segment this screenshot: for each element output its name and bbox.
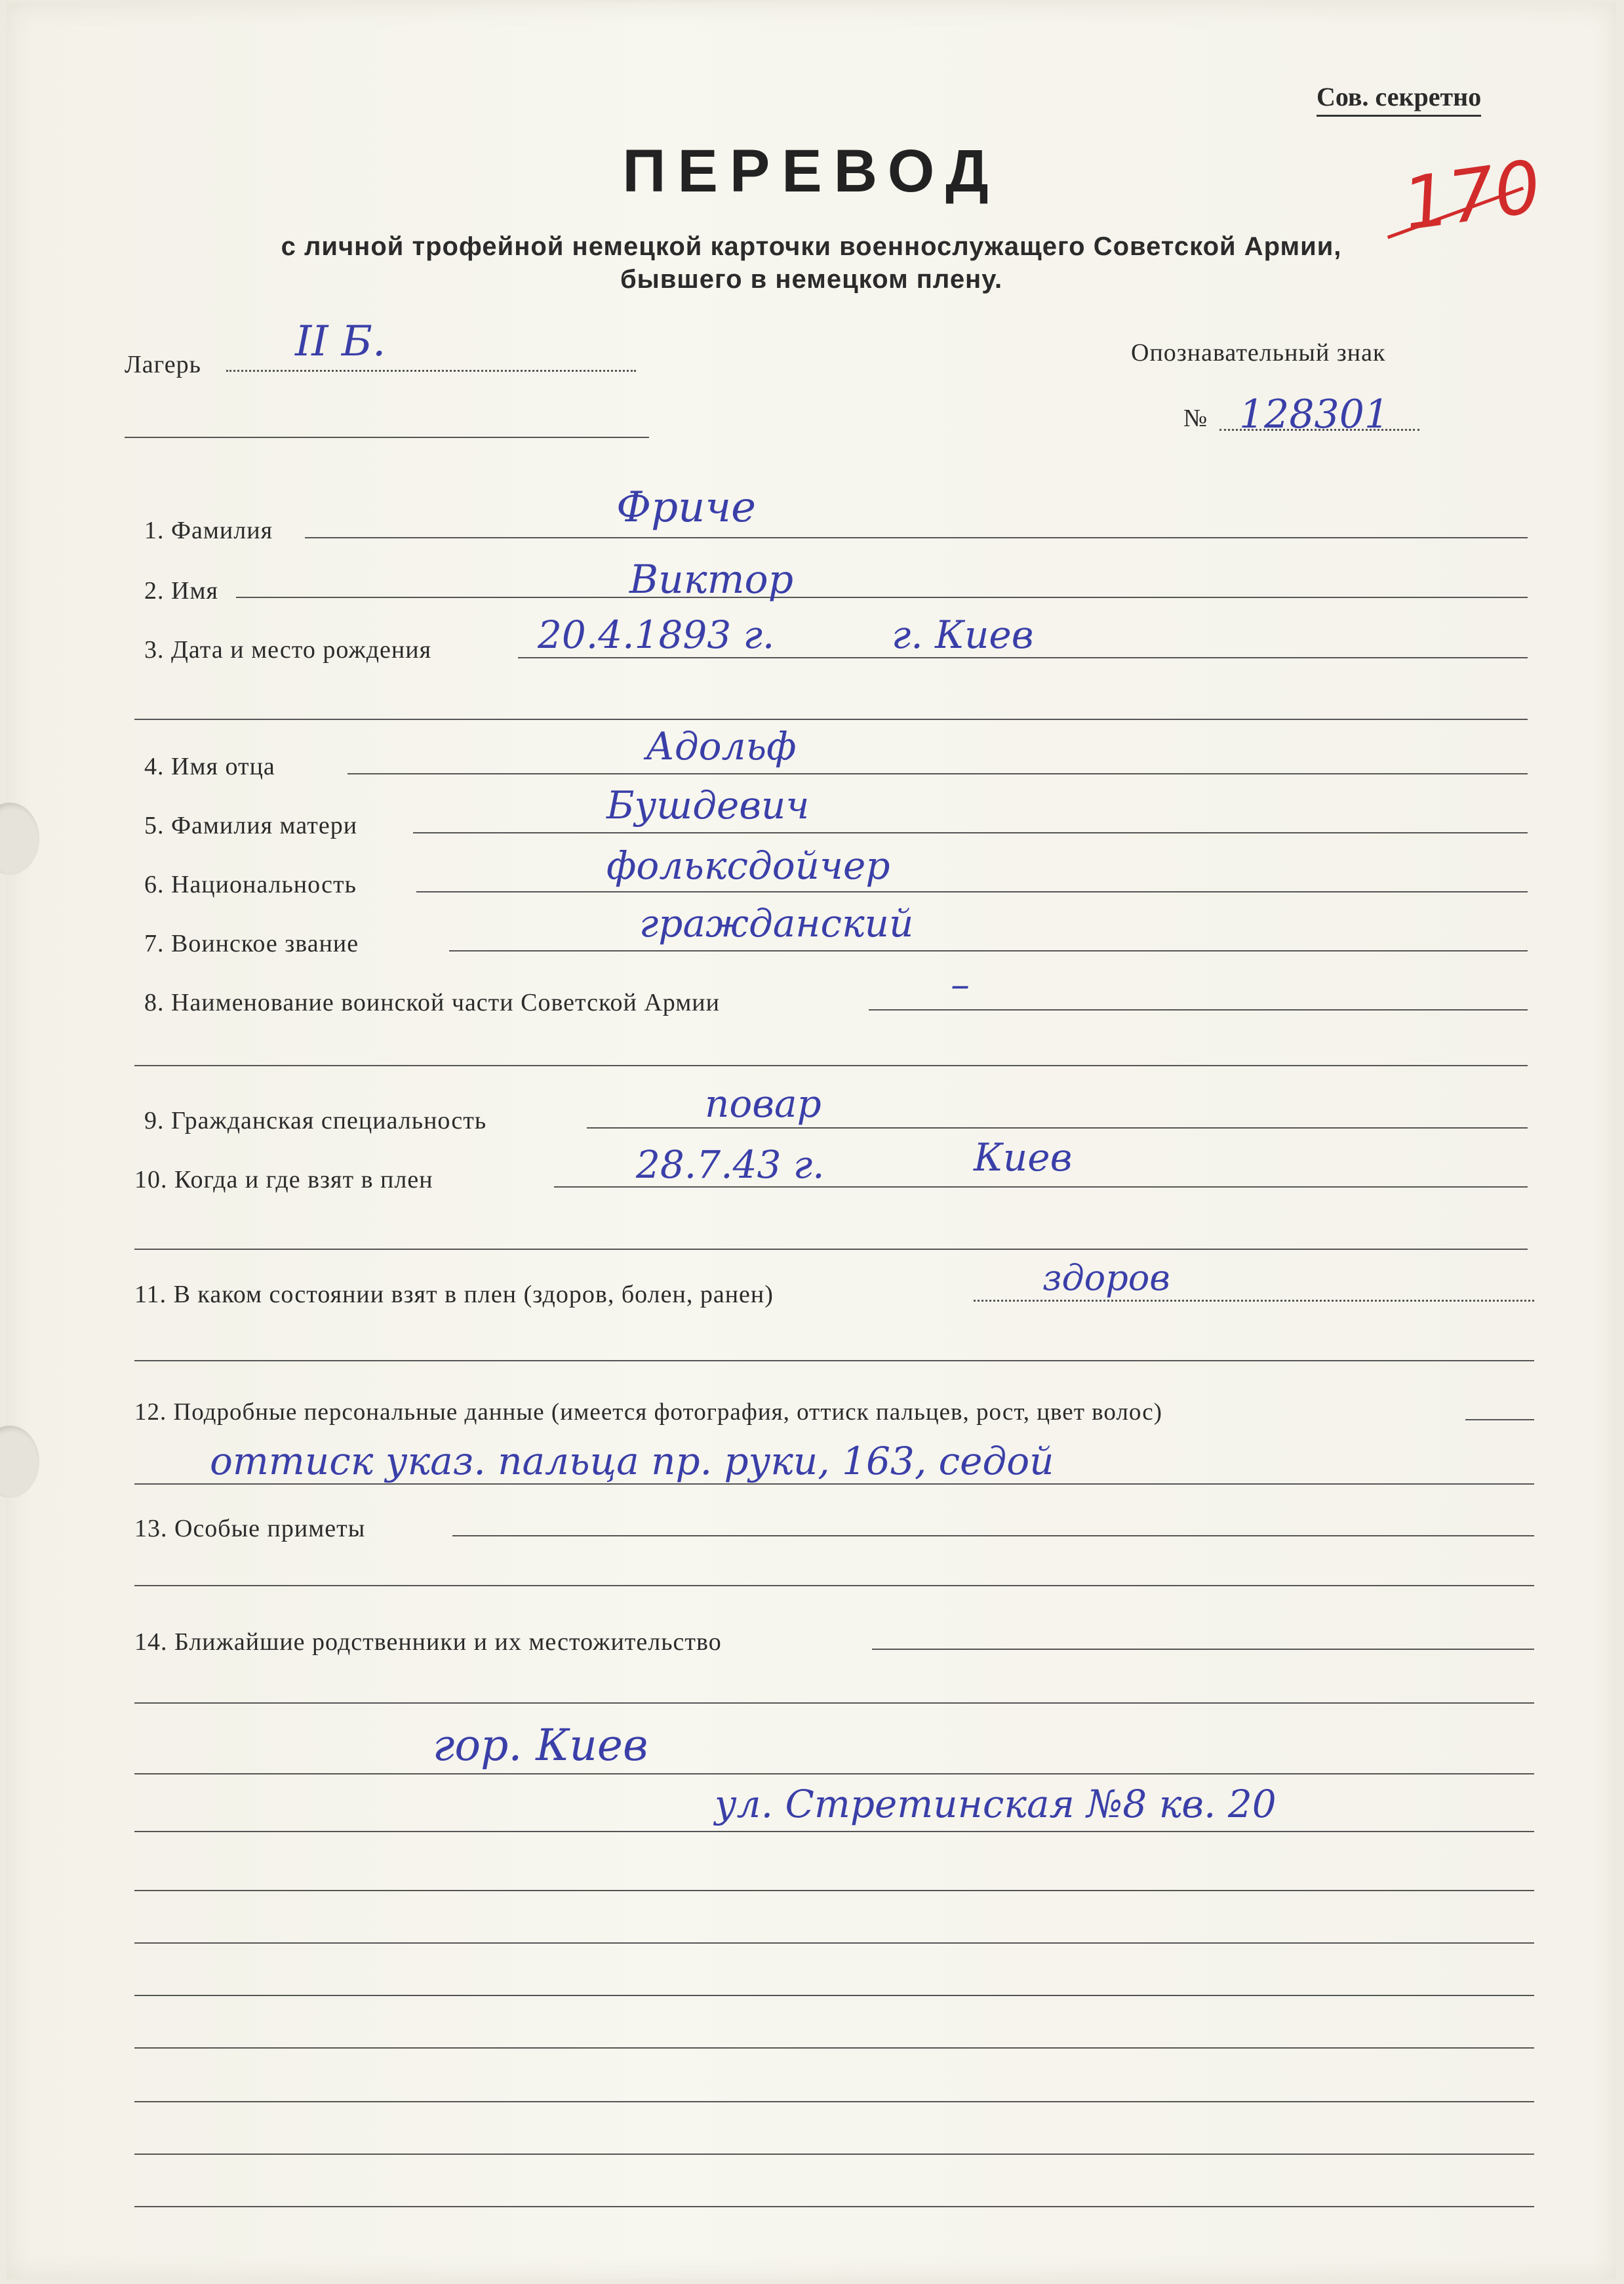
field-4-line <box>347 773 1528 774</box>
field-12-line <box>1465 1419 1534 1420</box>
field-8-value: – <box>951 962 970 1007</box>
field-14-street: ул. Стретинская №8 кв. 20 <box>715 1782 1277 1826</box>
punch-hole-top <box>0 803 39 875</box>
ruled-line-9 <box>134 2154 1534 2155</box>
field-3-date: 20.4.1893 г. <box>538 612 775 657</box>
field-10-label: 10. Когда и где взят в плен <box>134 1166 433 1193</box>
subtitle-line-1: с личной трофейной немецкой карточки военнослужащего Советской Армии, <box>281 232 1342 261</box>
field-11-line <box>974 1300 1534 1302</box>
field-5-line <box>413 832 1528 833</box>
field-12-value: оттиск указ. пальца пр. руки, 163, седой <box>210 1439 1054 1483</box>
ruled-line-7 <box>134 2047 1534 2049</box>
ruled-line-8 <box>134 2101 1534 2102</box>
field-7-line <box>449 950 1528 952</box>
field-1-line <box>305 537 1528 538</box>
ruled-line-6 <box>134 1995 1534 1996</box>
field-5-value: Бушдевич <box>606 783 810 828</box>
field-2-value: Виктор <box>629 557 793 603</box>
field-8-extra-line <box>134 1065 1528 1066</box>
field-3-label: 3. Дата и место рождения <box>144 636 432 664</box>
ruled-line-5 <box>134 1942 1534 1944</box>
field-4-label: 4. Имя отца <box>144 753 275 780</box>
field-1-value: Фриче <box>616 483 756 532</box>
field-2-line <box>236 597 1528 598</box>
field-12-label: 12. Подробные персональные данные (имеется фотография, оттиск пальцев, рост, цвет волос) <box>134 1399 1162 1426</box>
field-13-label: 13. Особые приметы <box>134 1515 366 1542</box>
field-1-label: 1. Фамилия <box>144 517 273 544</box>
archive-number-handwritten: 170 <box>1398 144 1546 247</box>
classification-label: Сов. секретно <box>1317 81 1481 117</box>
ruled-line-4 <box>134 1890 1534 1891</box>
field-9-line <box>587 1127 1528 1129</box>
field-14-line <box>872 1649 1534 1650</box>
ruled-line-3 <box>134 1831 1534 1832</box>
subtitle-line-2: бывшего в немецком плену. <box>620 265 1003 294</box>
field-14-city: гор. Киев <box>433 1720 648 1771</box>
field-10-place: Киев <box>974 1135 1073 1180</box>
field-2-label: 2. Имя <box>144 577 218 605</box>
field-7-value: гражданский <box>639 901 914 946</box>
punch-hole-bottom <box>0 1426 39 1498</box>
camp-line <box>226 370 636 372</box>
document-title: ПЕРЕВОД <box>622 138 1000 205</box>
field-3-place: г. Киев <box>892 612 1034 657</box>
field-10-date: 28.7.43 г. <box>636 1142 825 1187</box>
field-12-extra-line <box>134 1483 1534 1485</box>
field-13-extra-line <box>134 1585 1534 1586</box>
field-11-label: 11. В каком состоянии взят в плен (здоров, болен, ранен) <box>134 1281 774 1308</box>
ruled-line-1 <box>134 1702 1534 1704</box>
field-8-line <box>869 1009 1528 1011</box>
camp-label: Лагерь <box>125 351 201 378</box>
id-mark-label: Опознавательный знак <box>1131 339 1386 367</box>
ruled-line-10 <box>134 2206 1534 2207</box>
field-6-label: 6. Национальность <box>144 871 357 898</box>
ruled-line-2 <box>134 1773 1534 1774</box>
field-8-label: 8. Наименование воинской части Советской Армии <box>144 989 720 1016</box>
field-3-line <box>518 657 1528 658</box>
field-11-value: здоров <box>1042 1257 1170 1298</box>
field-9-value: повар <box>705 1081 822 1126</box>
field-4-value: Адольф <box>646 724 797 769</box>
camp-value: II Б. <box>295 317 386 366</box>
camp-extra-line <box>125 437 649 438</box>
field-6-line <box>416 891 1528 892</box>
field-7-label: 7. Воинское звание <box>144 930 359 957</box>
field-9-label: 9. Гражданская специальность <box>144 1107 487 1134</box>
field-13-line <box>452 1535 1534 1536</box>
field-14-label: 14. Ближайшие родственники и их местожительство <box>134 1628 722 1656</box>
id-number-value: 128301 <box>1239 391 1390 437</box>
field-5-label: 5. Фамилия матери <box>144 812 358 839</box>
field-10-extra-line <box>134 1249 1528 1250</box>
field-6-value: фольксдойчер <box>606 843 890 888</box>
document-sheet <box>7 3 1616 2279</box>
field-3-extra-line <box>134 719 1528 720</box>
field-11-extra-line <box>134 1360 1534 1361</box>
id-number-label: № <box>1183 405 1208 432</box>
